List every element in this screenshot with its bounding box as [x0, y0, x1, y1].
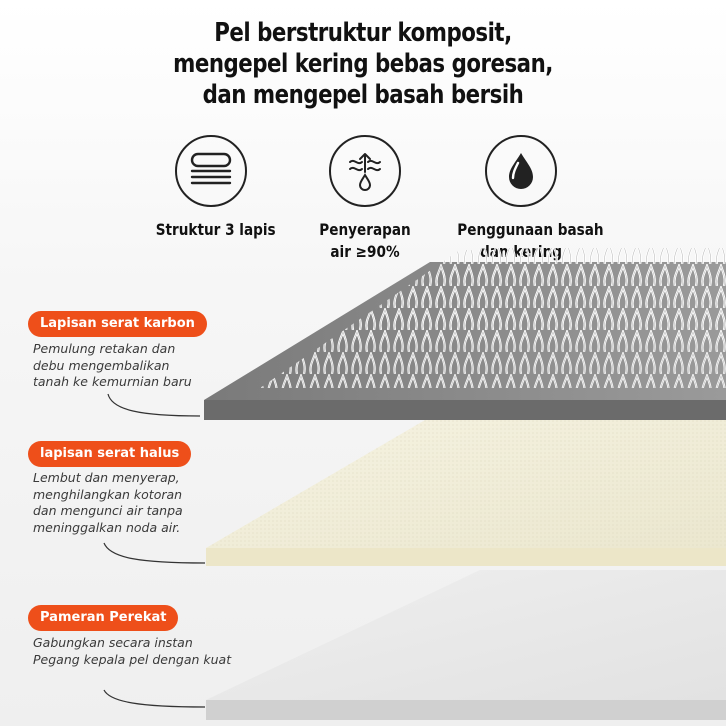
layer-badge-fine-fiber: lapisan serat halus — [28, 441, 191, 467]
layer-desc-adhesive: Gabungkan secara instan Pegang kepala pel dengan kuat — [33, 635, 232, 667]
layer-badge-carbon: Lapisan serat karbon — [28, 311, 207, 337]
feature-label: Penggunaan basah — [457, 220, 604, 239]
layer-desc-carbon: Pemulung retakan dan debu mengembalikan tanah ke kemurnian baru — [33, 341, 192, 389]
headline-line-3: dan mengepel basah bersih — [202, 80, 524, 110]
headline-line-1: Pel berstruktur komposit, — [214, 18, 512, 48]
feature-label: Struktur 3 lapis — [155, 220, 276, 239]
layer-badge-adhesive: Pameran Perekat — [28, 605, 178, 631]
headline-line-2: mengepel kering bebas goresan, — [173, 49, 553, 79]
layer-desc-fine-fiber: Lembut dan menyerap, menghilangkan kotoran dan mengunci air tanpa meninggalkan noda air. — [33, 470, 183, 535]
feature-label: Penyerapan air ≥90% — [319, 220, 411, 261]
